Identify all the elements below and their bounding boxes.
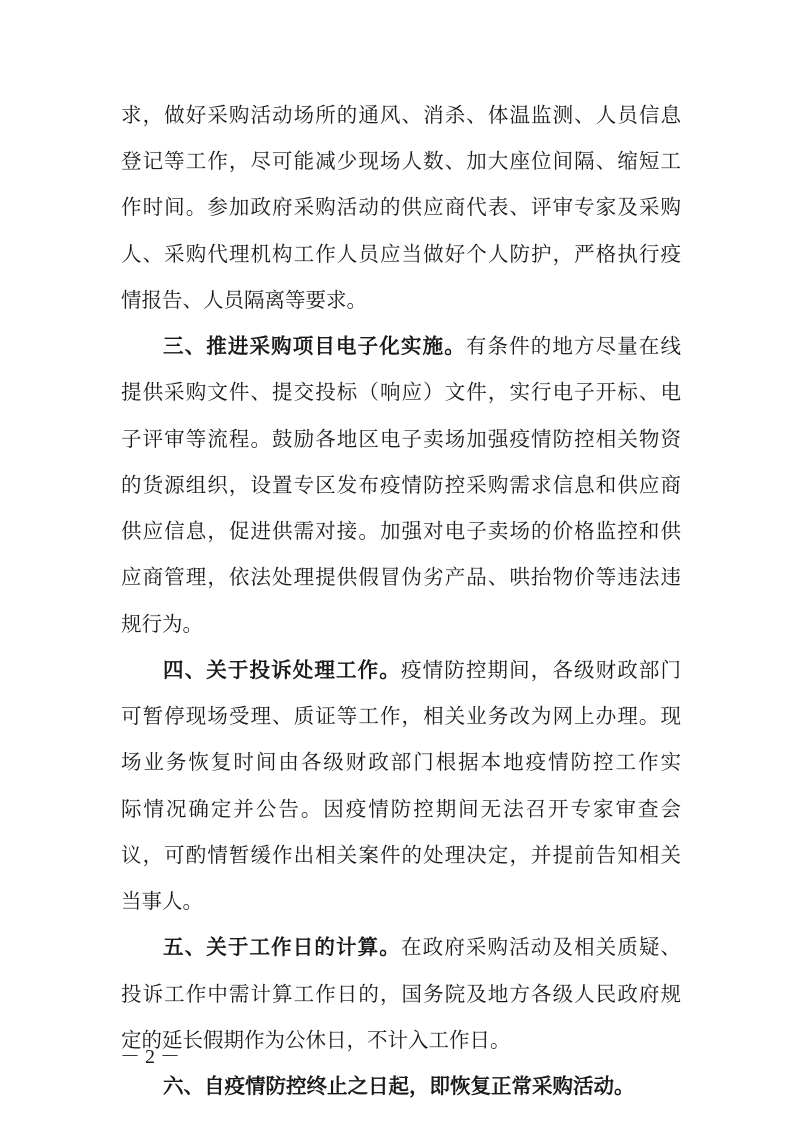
paragraph-line: 的货源组织，设置专区发布疫情防控采购需求信息和供应商 xyxy=(121,472,681,497)
paragraph-line: 际情况确定并公告。因疫情防控期间无法召开专家审查会 xyxy=(121,796,681,821)
paragraph-text: 有条件的地方尽量在线 xyxy=(465,334,682,359)
paragraph-line: 场业务恢复时间由各级财政部门根据本地疫情防控工作实 xyxy=(121,750,681,775)
paragraph-first-line xyxy=(163,334,681,358)
paragraph-text: 在政府采购活动及相关质疑、 xyxy=(400,935,682,960)
paragraph-line: 子评审等流程。鼓励各地区电子卖场加强疫情防控相关物资 xyxy=(121,426,681,451)
paragraph-line: 应商管理，依法处理提供假冒伪劣产品、哄抬物价等违法违 xyxy=(121,565,681,590)
section-heading: 三、推进采购项目电子化实施。 xyxy=(163,334,466,359)
paragraph-line: 作时间。参加政府采购活动的供应商代表、评审专家及采购 xyxy=(121,195,681,220)
paragraph-line: 情报告、人员隔离等要求。 xyxy=(121,287,367,312)
paragraph-line: 人、采购代理机构工作人员应当做好个人防护，严格执行疫 xyxy=(121,241,681,266)
section-heading: 四、关于投诉处理工作。 xyxy=(163,657,401,682)
paragraph-first-line xyxy=(163,658,681,682)
paragraph-line: 可暂停现场受理、质证等工作，相关业务改为网上办理。现 xyxy=(121,704,681,729)
paragraph-line: 议，可酌情暂缓作出相关案件的处理决定，并提前告知相关 xyxy=(121,842,681,867)
paragraph-line: 求，做好采购活动场所的通风、消杀、体温监测、人员信息 xyxy=(121,103,681,127)
paragraph-line: 供应信息，促进供需对接。加强对电子卖场的价格监控和供 xyxy=(121,519,681,544)
paragraph-line: 登记等工作，尽可能减少现场人数、加大座位间隔、缩短工 xyxy=(121,149,681,174)
paragraph-line: 投诉工作中需计算工作日的，国务院及地方各级人民政府规 xyxy=(121,981,681,1006)
paragraph-line: 提供采购文件、提交投标（响应）文件，实行电子开标、电 xyxy=(121,380,681,405)
paragraph-line: 定的延长假期作为公休日，不计入工作日。 xyxy=(121,1027,511,1052)
page-number: － 2 － xyxy=(120,1046,180,1068)
paragraph-first-line xyxy=(163,935,681,959)
paragraph-line: 规行为。 xyxy=(121,611,203,636)
section-heading: 六、自疫情防控终止之日起，即恢复正常采购活动。 xyxy=(163,1074,635,1099)
section-heading: 五、关于工作日的计算。 xyxy=(163,935,401,960)
paragraph-text: 疫情防控期间，各级财政部门 xyxy=(400,657,682,682)
paragraph-line: 当事人。 xyxy=(121,889,203,914)
